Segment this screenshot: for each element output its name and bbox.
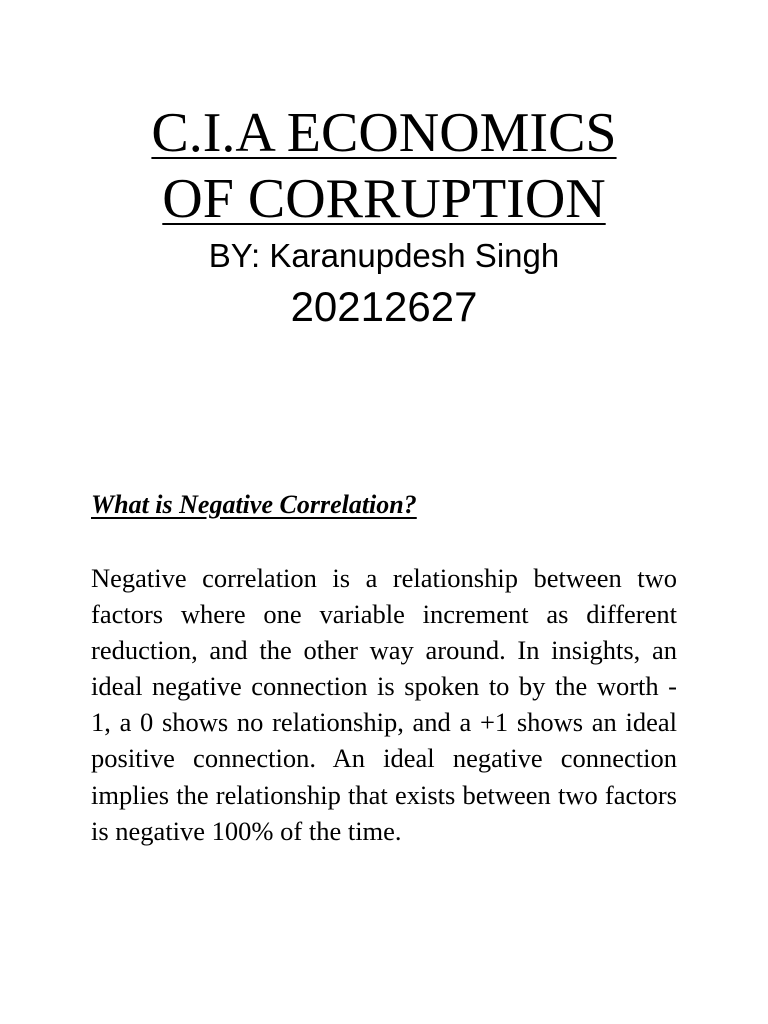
document-title	[0, 100, 768, 232]
author-byline: BY: Karanupdesh Singh	[208, 237, 560, 274]
title-line-2: OF CORRUPTION	[162, 168, 606, 230]
section-heading: What is Negative Correlation?	[91, 490, 417, 519]
title-line-1: C.I.A ECONOMICS	[151, 102, 617, 164]
student-id: 20212627	[290, 283, 478, 330]
body-paragraph: Negative correlation is a relationship between two factors where one variable increment as different reduction, and the other way around. In insights, an ideal negative connection is spoken to by the worth - 1, a 0 shows no relationship, and a +1 shows an ideal positive connection. An ideal negative connection implies the relationship that exists between two factors is negative 100% of the time.	[91, 563, 677, 846]
